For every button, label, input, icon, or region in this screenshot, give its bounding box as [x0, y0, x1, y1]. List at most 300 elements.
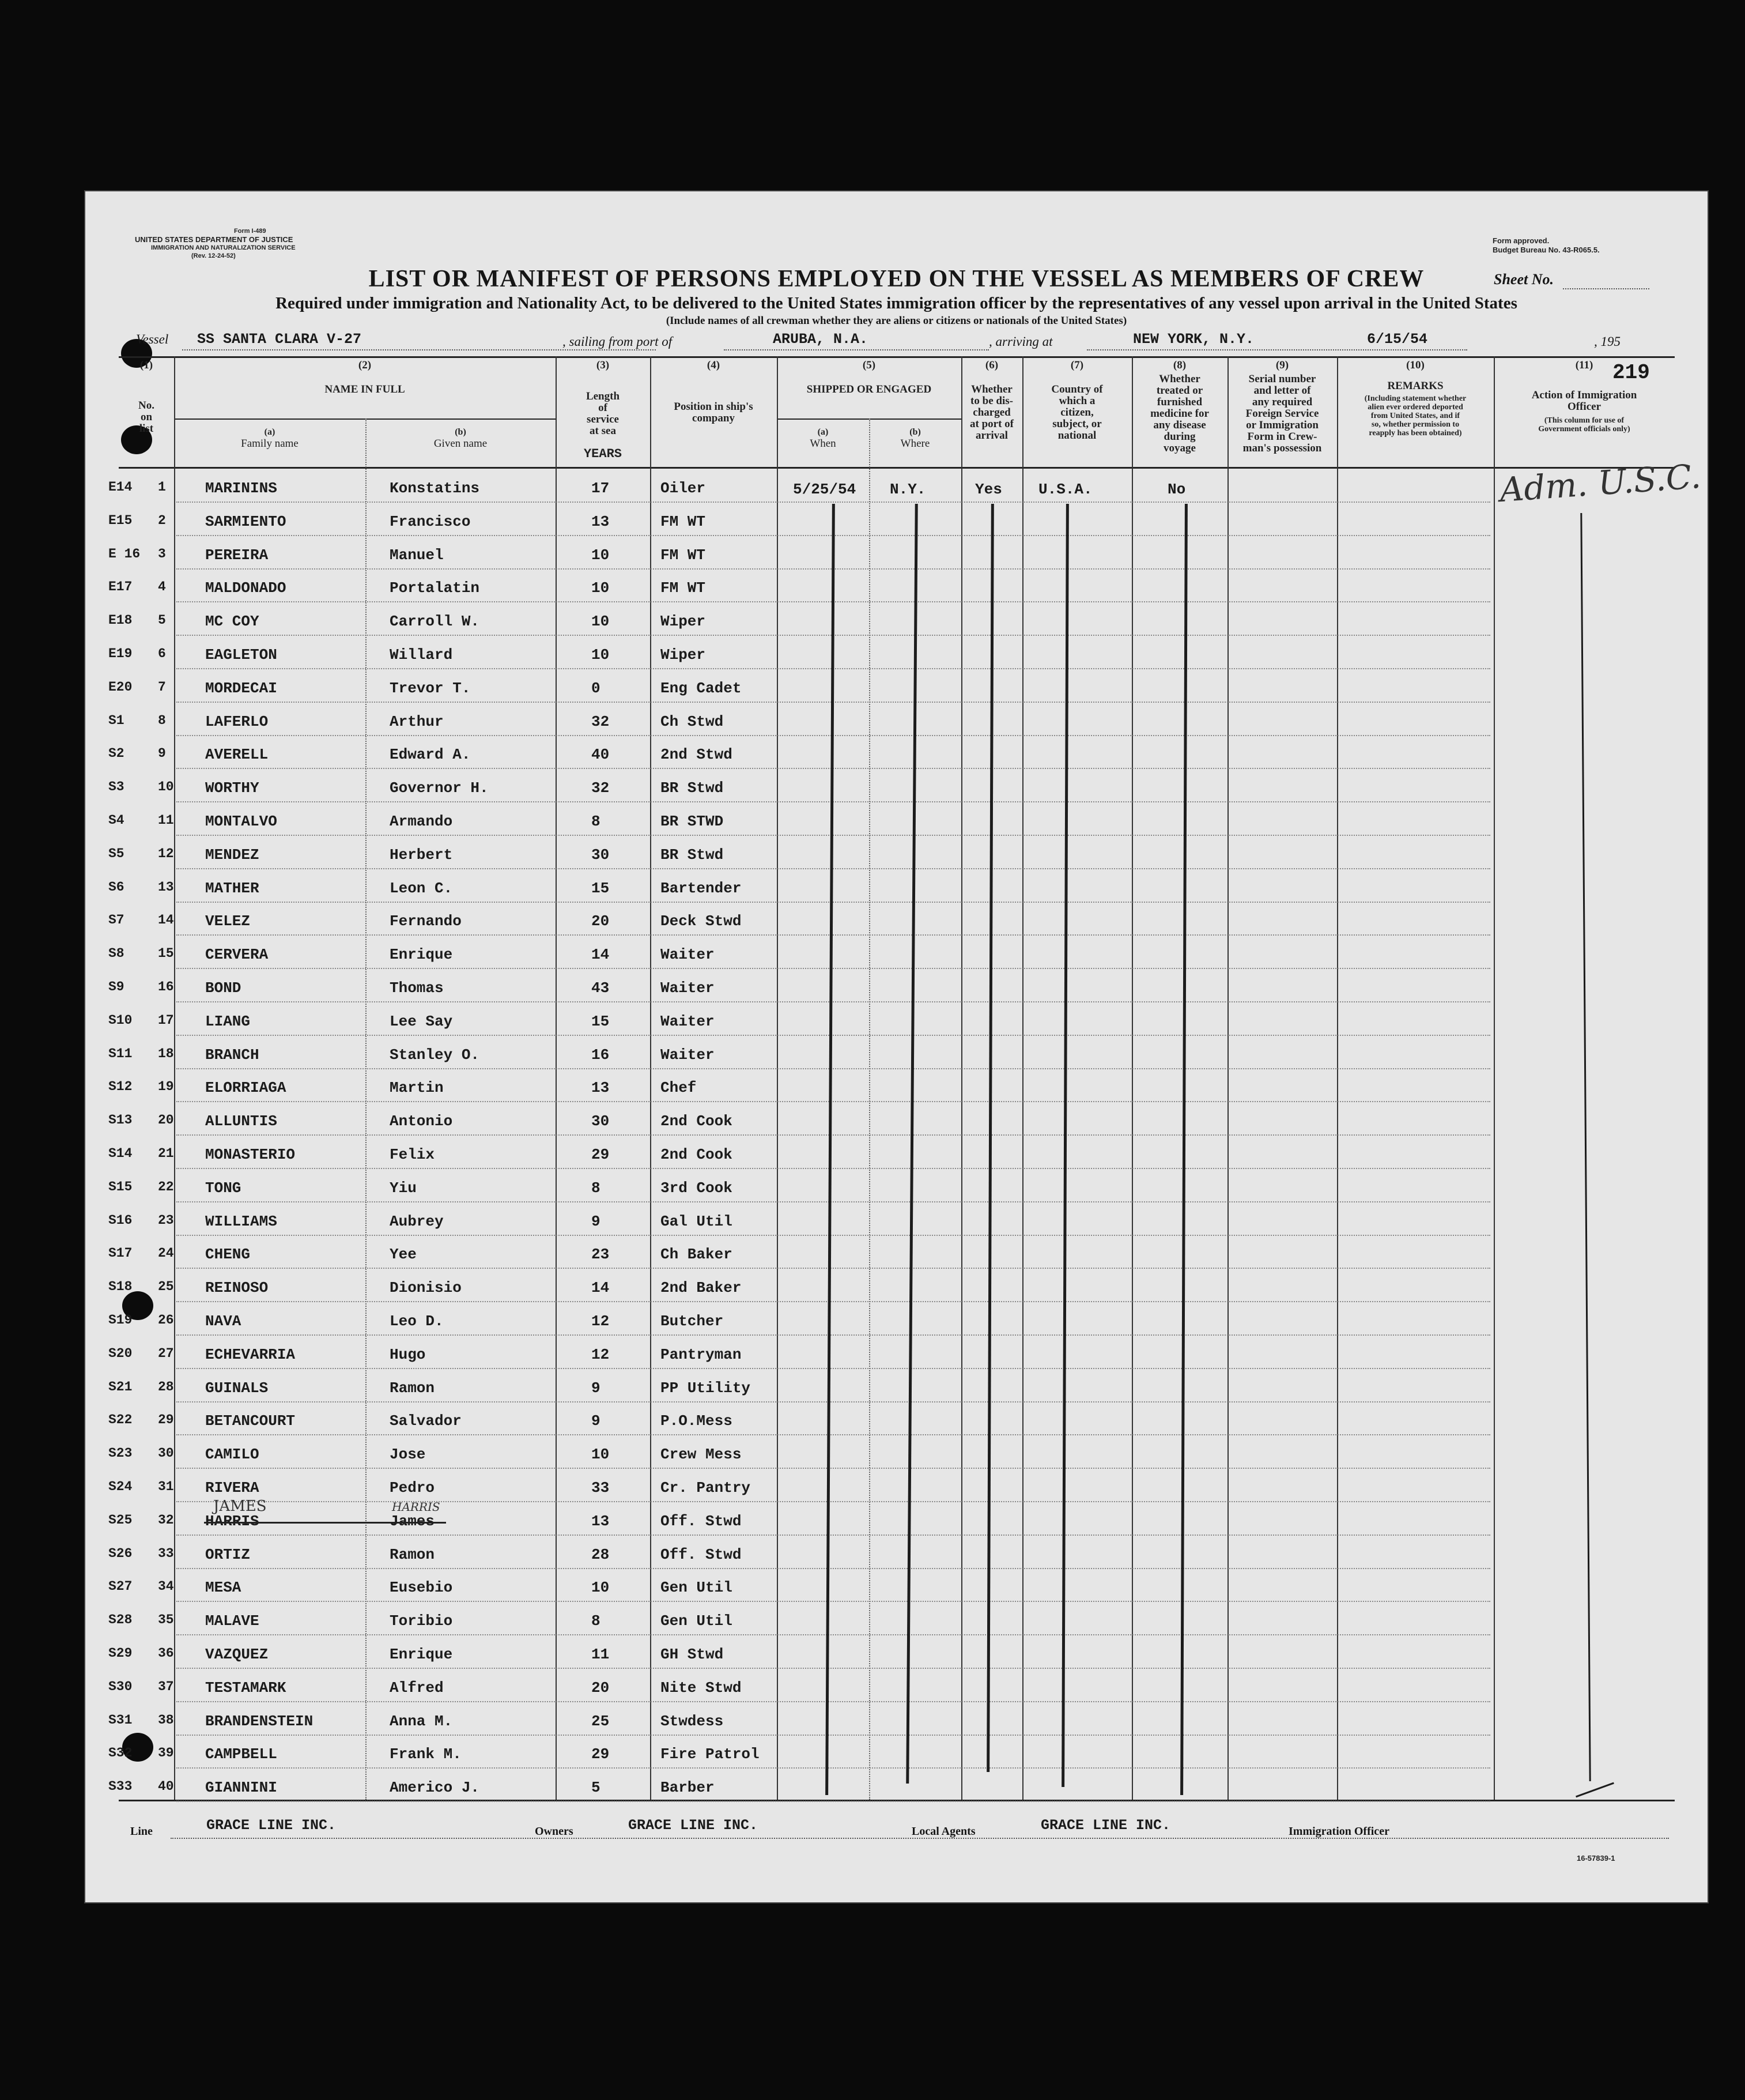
crew-code: S25 [108, 1513, 133, 1528]
given-name: Fernando [390, 913, 462, 930]
position: Waiter [660, 1013, 715, 1030]
family-name: CAMILO [205, 1446, 259, 1463]
crew-code: E17 [108, 579, 133, 594]
given-name: Enrique [390, 1646, 453, 1663]
crew-code: E15 [108, 513, 133, 528]
crew-code: S24 [108, 1479, 133, 1494]
family-name: MONASTERIO [205, 1146, 296, 1163]
col2a-number: (a) [264, 427, 275, 437]
given-name: Salvador [390, 1412, 462, 1430]
row-rule [176, 1701, 1490, 1702]
list-number: 10 [158, 779, 174, 794]
years-service: 20 [591, 1679, 610, 1696]
given-name: Ramon [390, 1546, 435, 1563]
family-name: WORTHY [205, 779, 259, 797]
list-number: 31 [158, 1479, 174, 1494]
family-name: MARININS [205, 480, 277, 497]
row-rule [176, 1735, 1490, 1736]
row-rule [176, 1535, 1490, 1536]
family-name: NAVA [205, 1313, 241, 1330]
crew-code: S13 [108, 1113, 133, 1128]
years-service: 15 [591, 1013, 610, 1030]
given-name: Edward A. [390, 746, 471, 763]
years-service: 10 [591, 613, 610, 630]
family-name: MALAVE [205, 1612, 259, 1630]
years-service: 10 [591, 646, 610, 663]
given-name: Trevor T. [390, 680, 471, 697]
list-number: 7 [158, 680, 166, 695]
col2-number: (2) [358, 359, 372, 371]
years-service: 29 [591, 1745, 610, 1763]
family-name: REINOSO [205, 1279, 269, 1296]
row-rule [176, 1301, 1490, 1302]
position: Gal Util [660, 1213, 732, 1230]
crew-code: S16 [108, 1213, 133, 1228]
position: 2nd Stwd [660, 746, 732, 763]
given-name: Portalatin [390, 579, 480, 597]
position: Crew Mess [660, 1446, 742, 1463]
row-rule [176, 1101, 1490, 1102]
row-rule [176, 1235, 1490, 1236]
family-name: VAZQUEZ [205, 1646, 269, 1663]
given-name: Governor H. [390, 779, 489, 797]
position: BR Stwd [660, 846, 724, 864]
family-name: BRANDENSTEIN [205, 1713, 314, 1730]
years-service: 30 [591, 1113, 610, 1130]
to-be-discharged: Yes [975, 481, 1002, 498]
given-name: Americo J. [390, 1779, 480, 1796]
list-number: 40 [158, 1779, 174, 1794]
given-name: Ramon [390, 1379, 435, 1397]
years-service: 13 [591, 1079, 610, 1096]
list-number: 32 [158, 1513, 174, 1528]
col4-header: Position in ship's company [674, 401, 753, 424]
given-name: Thomas [390, 979, 444, 997]
list-number: 4 [158, 579, 166, 594]
years-service: 0 [591, 680, 600, 697]
family-name: MONTALVO [205, 813, 277, 830]
vessel-label: Vessel [136, 332, 169, 346]
position: Waiter [660, 1046, 715, 1064]
list-number: 28 [158, 1379, 174, 1394]
row-rule [176, 868, 1490, 869]
department-name: UNITED STATES DEPARTMENT OF JUSTICE [135, 235, 293, 244]
col5a-number: (a) [817, 427, 829, 437]
crew-code: E20 [108, 680, 133, 695]
col10-note: (Including statement whether alien ever ordered deported from United States, and if so, whether permission to reapply has been obtained) [1364, 394, 1467, 438]
row-rule [176, 1268, 1490, 1269]
crew-code: S29 [108, 1646, 133, 1661]
years-service: 13 [591, 1513, 610, 1530]
position: Nite Stwd [660, 1679, 742, 1696]
col2-header: NAME IN FULL [324, 383, 405, 395]
print-code: 16-57839-1 [1577, 1854, 1615, 1863]
row-rule [176, 1468, 1490, 1469]
years-service: 33 [591, 1479, 610, 1496]
row-rule [176, 1568, 1490, 1569]
position: Chef [660, 1079, 697, 1096]
subtitle-note: (Include names of all crewman whether they are aliens or citizens or nationals of the United States) [666, 315, 1127, 327]
crew-code: S27 [108, 1579, 133, 1594]
given-name: Felix [390, 1146, 435, 1163]
list-number: 35 [158, 1612, 174, 1627]
row-rule [176, 1501, 1490, 1502]
years-service: 23 [591, 1246, 610, 1263]
family-name: MALDONADO [205, 579, 286, 597]
position: Cr. Pantry [660, 1479, 751, 1496]
given-name: Eusebio [390, 1579, 453, 1596]
col5a-header: When [810, 438, 836, 450]
given-name: Dionisio [390, 1279, 462, 1296]
crew-code: S7 [108, 913, 124, 928]
family-name: EAGLETON [205, 646, 277, 663]
given-name: Hugo [390, 1346, 426, 1363]
col3-header: Length of service at sea [586, 390, 620, 437]
handwritten-correction-family: JAMES [213, 1498, 267, 1515]
position: 3rd Cook [660, 1179, 732, 1197]
family-name: ORTIZ [205, 1546, 251, 1563]
arrival-port: NEW YORK, N.Y. [1133, 331, 1255, 348]
years-service: 10 [591, 546, 610, 564]
col2b-number: (b) [455, 427, 466, 437]
family-name: LAFERLO [205, 713, 269, 730]
col10-header: REMARKS [1387, 380, 1444, 392]
given-name: Alfred [390, 1679, 444, 1696]
family-name: CHENG [205, 1246, 251, 1263]
row-rule [176, 1001, 1490, 1002]
row-rule [176, 1668, 1490, 1669]
list-number: 8 [158, 713, 166, 728]
given-name: Lee Say [390, 1013, 453, 1030]
crew-code: S6 [108, 880, 124, 895]
list-number: 20 [158, 1113, 174, 1128]
budget-number: Budget Bureau No. 43-R065.5. [1493, 246, 1600, 254]
col5-header: SHIPPED OR ENGAGED [806, 383, 932, 395]
family-name: MENDEZ [205, 846, 259, 864]
shipped-where: N.Y. [890, 481, 926, 498]
crew-code: S9 [108, 979, 124, 994]
crew-code: S23 [108, 1446, 133, 1461]
list-number: 15 [158, 946, 174, 961]
years-service: 20 [591, 913, 610, 930]
page-title: LIST OR MANIFEST OF PERSONS EMPLOYED ON THE VESSEL AS MEMBERS OF CREW [368, 266, 1425, 292]
position: Off. Stwd [660, 1513, 742, 1530]
given-name: Francisco [390, 513, 471, 530]
col5b-number: (b) [909, 427, 921, 437]
footer-line [171, 1838, 1669, 1839]
family-name: BRANCH [205, 1046, 259, 1064]
position: Pantryman [660, 1346, 742, 1363]
years-service: 17 [591, 480, 610, 497]
owners-company: GRACE LINE INC. [628, 1817, 758, 1834]
list-number: 14 [158, 913, 174, 928]
col6-number: (6) [985, 359, 999, 371]
crew-code: S30 [108, 1679, 133, 1694]
list-number: 3 [158, 546, 166, 561]
shipped-when: 5/25/54 [793, 481, 856, 498]
subtitle: Required under immigration and Nationality Act, to be delivered to the United States immigration officer by the representatives of any vessel upon arrival in the United States [275, 294, 1517, 312]
row-rule [176, 1434, 1490, 1435]
position: Deck Stwd [660, 913, 742, 930]
col11-number: (11) [1575, 359, 1593, 371]
manifest-sheet [84, 190, 1709, 1903]
col6-header: Whether to be dis- charged at port of arrival [970, 383, 1014, 442]
medicine-treated: No [1168, 481, 1186, 498]
immigration-officer-label: Immigration Officer [1289, 1825, 1389, 1838]
crew-table-body [84, 190, 1709, 1903]
years-service: 8 [591, 813, 600, 830]
row-rule [176, 1368, 1490, 1369]
position: Fire Patrol [660, 1745, 760, 1763]
crew-code: S31 [108, 1713, 133, 1728]
given-name: James [390, 1513, 435, 1530]
list-number: 36 [158, 1646, 174, 1661]
list-number: 37 [158, 1679, 174, 1694]
family-name: CAMPBELL [205, 1745, 277, 1763]
list-number: 26 [158, 1313, 174, 1328]
list-number: 22 [158, 1179, 174, 1194]
form-number: Form I-489 [234, 228, 266, 235]
col9-header: Serial number and letter of any required Foreign Service or Immigration Form in Crew- man's possession [1242, 373, 1322, 454]
crew-code: S22 [108, 1412, 133, 1427]
line-company: GRACE LINE INC. [206, 1817, 337, 1834]
family-name: GUINALS [205, 1379, 269, 1397]
list-number: 30 [158, 1446, 174, 1461]
given-name: Leon C. [390, 880, 453, 897]
family-name: HARRIS [205, 1513, 259, 1530]
crew-code: S5 [108, 846, 124, 861]
row-rule [176, 1334, 1490, 1336]
sheet-number-label: Sheet No. [1494, 271, 1554, 288]
years-service: 9 [591, 1412, 600, 1430]
crew-code: E19 [108, 646, 133, 661]
years-service: 13 [591, 513, 610, 530]
form-approved: Form approved. [1493, 236, 1550, 245]
years-service: 32 [591, 713, 610, 730]
given-name: Arthur [390, 713, 444, 730]
position: FM WT [660, 546, 706, 564]
position: 2nd Cook [660, 1113, 732, 1130]
crew-code: E14 [108, 480, 133, 495]
crew-code: S11 [108, 1046, 133, 1061]
list-number: 1 [158, 480, 166, 495]
crew-code: S14 [108, 1146, 133, 1161]
crew-code: S19 [108, 1313, 133, 1328]
col9-number: (9) [1275, 359, 1289, 371]
row-rule [176, 835, 1490, 836]
col11-note: (This column for use of Government officials only) [1538, 416, 1630, 433]
crew-code: S10 [108, 1013, 133, 1028]
col5b-header: Where [900, 438, 930, 450]
col7-header: Country of which a citizen, subject, or national [1051, 383, 1103, 442]
list-number: 29 [158, 1412, 174, 1427]
col8-header: Whether treated or furnished medicine for any disease during voyage [1150, 373, 1209, 454]
crew-code: S21 [108, 1379, 133, 1394]
list-number: 19 [158, 1079, 174, 1094]
local-agents-label: Local Agents [912, 1825, 976, 1838]
years-service: 12 [591, 1346, 610, 1363]
year-suffix: , 195 [1594, 334, 1621, 349]
family-name: TONG [205, 1179, 241, 1197]
years-service: 9 [591, 1379, 600, 1397]
crew-code: S2 [108, 746, 124, 761]
position: Wiper [660, 613, 706, 630]
col11-header: Action of Immigration Officer [1531, 389, 1637, 413]
position: Bartender [660, 880, 742, 897]
given-name: Manuel [390, 546, 444, 564]
position: PP Utility [660, 1379, 751, 1397]
crew-code: S12 [108, 1079, 133, 1094]
position: Gen Util [660, 1579, 732, 1596]
given-name: Carroll W. [390, 613, 480, 630]
line-label: Line [130, 1825, 153, 1838]
col10-number: (10) [1406, 359, 1425, 371]
years-label: YEARS [583, 447, 622, 461]
crew-code: S4 [108, 813, 124, 828]
officer-action-handwritten: Adm. U.S.C. [1498, 456, 1702, 510]
position: 2nd Baker [660, 1279, 742, 1296]
family-name: ALLUNTIS [205, 1113, 277, 1130]
position: 2nd Cook [660, 1146, 732, 1163]
given-name: Jose [390, 1446, 426, 1463]
row-rule [176, 1168, 1490, 1169]
given-name: Stanley O. [390, 1046, 480, 1064]
row-rule [176, 1035, 1490, 1036]
years-service: 9 [591, 1213, 600, 1230]
handwritten-correction-given: HARRIS [392, 1500, 440, 1514]
family-name: MESA [205, 1579, 241, 1596]
years-service: 5 [591, 1779, 600, 1796]
list-number: 25 [158, 1279, 174, 1294]
given-name: Antonio [390, 1113, 453, 1130]
given-name: Frank M. [390, 1745, 462, 1763]
years-service: 8 [591, 1179, 600, 1197]
given-name: Leo D. [390, 1313, 444, 1330]
row-rule [176, 1634, 1490, 1635]
position: Off. Stwd [660, 1546, 742, 1563]
form-revision: (Rev. 12-24-52) [191, 252, 236, 259]
family-name: MORDECAI [205, 680, 277, 697]
country-of-citizenship: U.S.A. [1038, 481, 1093, 498]
list-number: 9 [158, 746, 166, 761]
position: Waiter [660, 979, 715, 997]
family-name: ECHEVARRIA [205, 1346, 296, 1363]
family-name: GIANNINI [205, 1779, 277, 1796]
years-service: 8 [591, 1612, 600, 1630]
sailing-label: , sailing from port of [562, 334, 673, 349]
family-name: MATHER [205, 880, 259, 897]
row-rule [176, 934, 1490, 936]
position: Eng Cadet [660, 680, 742, 697]
row-rule [176, 1801, 1490, 1802]
given-name: Konstatins [390, 480, 480, 497]
years-service: 14 [591, 946, 610, 963]
list-number: 27 [158, 1346, 174, 1361]
list-number: 38 [158, 1713, 174, 1728]
col3-number: (3) [596, 359, 610, 371]
position: BR STWD [660, 813, 724, 830]
years-service: 28 [591, 1546, 610, 1563]
family-name: ELORRIAGA [205, 1079, 286, 1096]
list-number: 16 [158, 979, 174, 994]
position: Ch Baker [660, 1246, 732, 1263]
family-name: VELEZ [205, 913, 251, 930]
position: P.O.Mess [660, 1412, 732, 1430]
col2a-header: Family name [241, 438, 299, 450]
crew-code: S28 [108, 1612, 133, 1627]
crew-code: S18 [108, 1279, 133, 1294]
vessel-name: SS SANTA CLARA V-27 [197, 331, 362, 348]
list-number: 11 [158, 813, 174, 828]
family-name: AVERELL [205, 746, 269, 763]
family-name: BOND [205, 979, 241, 997]
family-name: CERVERA [205, 946, 269, 963]
position: FM WT [660, 579, 706, 597]
crew-code: E18 [108, 613, 133, 628]
years-service: 25 [591, 1713, 610, 1730]
years-service: 15 [591, 880, 610, 897]
years-service: 10 [591, 1446, 610, 1463]
port-of-departure: ARUBA, N.A. [773, 331, 868, 348]
position: FM WT [660, 513, 706, 530]
list-number: 17 [158, 1013, 174, 1028]
position: Oiler [660, 480, 706, 497]
position: Stwdess [660, 1713, 724, 1730]
crew-code: E 16 [108, 546, 141, 561]
family-name: BETANCOURT [205, 1412, 296, 1430]
owners-label: Owners [535, 1825, 573, 1838]
list-number: 6 [158, 646, 166, 661]
given-name: Armando [390, 813, 453, 830]
strike-through [204, 1522, 446, 1524]
years-service: 10 [591, 579, 610, 597]
row-rule [176, 1201, 1490, 1202]
col1-header: No. on list [138, 399, 154, 435]
row-rule [176, 1767, 1490, 1769]
row-rule [176, 968, 1490, 969]
position: Ch Stwd [660, 713, 724, 730]
crew-code: S26 [108, 1546, 133, 1561]
years-service: 10 [591, 1579, 610, 1596]
service-name: IMMIGRATION AND NATURALIZATION SERVICE [151, 244, 296, 251]
list-number: 34 [158, 1579, 174, 1594]
list-number: 23 [158, 1213, 174, 1228]
years-service: 29 [591, 1146, 610, 1163]
col4-number: (4) [707, 359, 720, 371]
years-service: 12 [591, 1313, 610, 1330]
given-name: Willard [390, 646, 453, 663]
col2b-header: Given name [433, 438, 488, 450]
position: Wiper [660, 646, 706, 663]
crew-code: S33 [108, 1779, 133, 1794]
crew-code: S17 [108, 1246, 133, 1261]
family-name: SARMIENTO [205, 513, 286, 530]
list-number: 39 [158, 1745, 174, 1760]
given-name: Yiu [390, 1179, 417, 1197]
crew-code: S32 [108, 1745, 133, 1760]
family-name: TESTAMARK [205, 1679, 286, 1696]
years-service: 40 [591, 746, 610, 763]
given-name: Martin [390, 1079, 444, 1096]
col5-number: (5) [862, 359, 876, 371]
list-number: 21 [158, 1146, 174, 1161]
row-rule [176, 1601, 1490, 1602]
row-rule [176, 1401, 1490, 1402]
row-rule [176, 502, 1490, 503]
years-service: 11 [591, 1646, 610, 1663]
list-number: 24 [158, 1246, 174, 1261]
years-service: 30 [591, 846, 610, 864]
